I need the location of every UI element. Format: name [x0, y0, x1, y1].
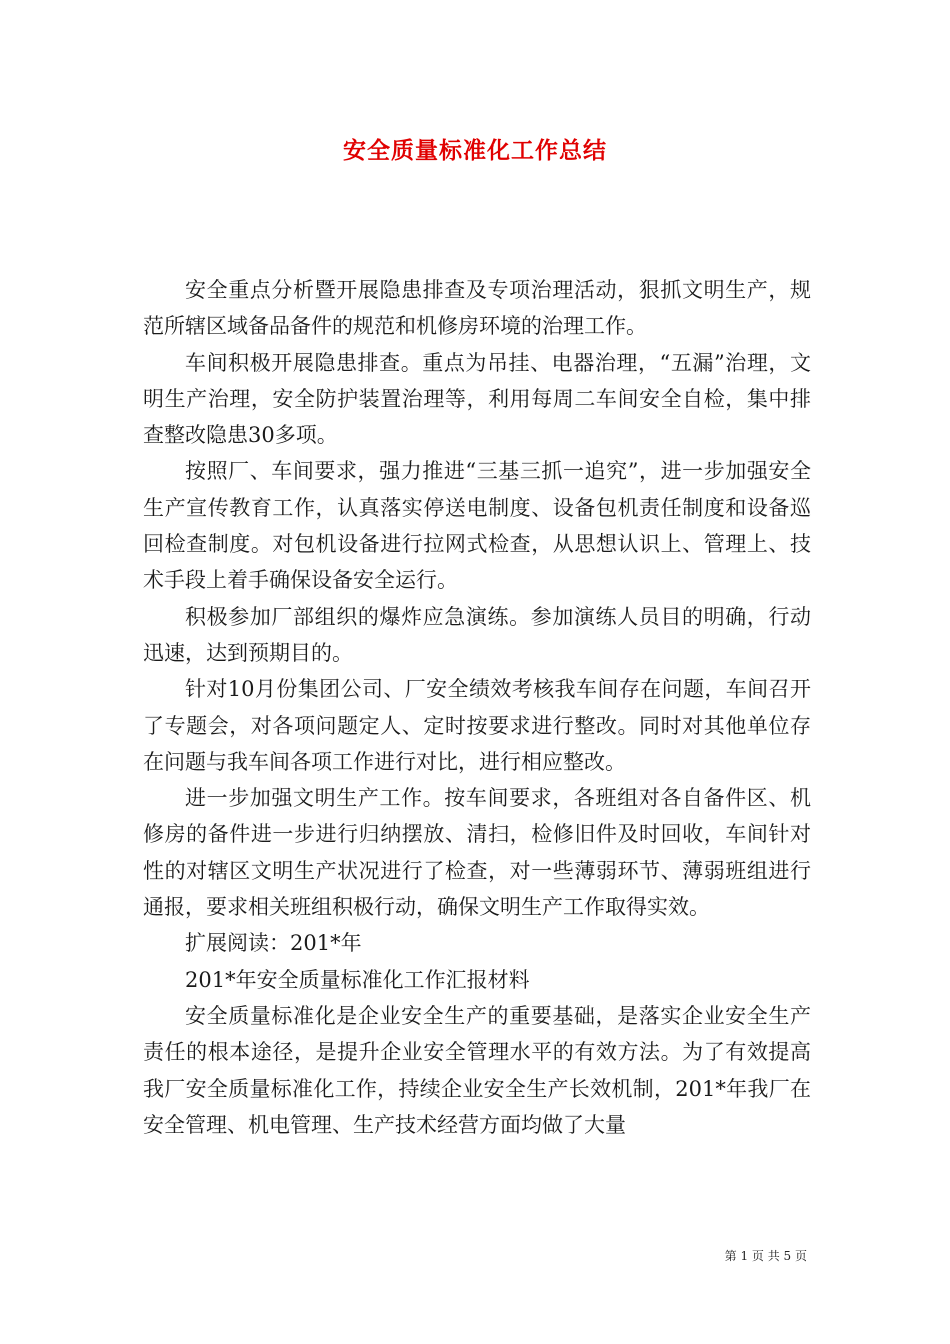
paragraph: 针对10月份集团公司、厂安全绩效考核我车间存在问题，车间召开了专题会，对各项问题定人、定时按要求进行整改。同时对其他单位存在问题与我车间各项工作进行对比，进行相应整改。 [143, 677, 811, 774]
paragraph: 进一步加强文明生产工作。按车间要求，各班组对各自备件区、机修房的备件进一步进行归纳摆放、清扫，检修旧件及时回收，车间针对性的对辖区文明生产状况进行了检查，对一些薄弱环节、薄弱班组进行通报，要求相关班组积极行动，确保文明生产工作取得实效。 [143, 786, 811, 920]
document-body [143, 272, 811, 1143]
document-title: 安全质量标准化工作总结 [343, 137, 607, 164]
paragraph: 安全质量标准化是企业安全生产的重要基础，是落实企业安全生产责任的根本途径，是提升企业安全管理水平的有效方法。为了有效提高我厂安全质量标准化工作，持续企业安全生产长效机制，201*年我厂在安全管理、机电管理、生产技术经营方面均做了大量 [143, 1003, 811, 1137]
paragraph: 201*年安全质量标准化工作汇报材料 [185, 967, 530, 992]
paragraph: 车间积极开展隐患排查。重点为吊挂、电器治理，“五漏”治理，文明生产治理，安全防护装置治理等，利用每周二车间安全自检，集中排查整改隐患30多项。 [143, 350, 811, 448]
paragraph: 安全重点分析暨开展隐患排查及专项治理活动，狠抓文明生产，规范所辖区域备品备件的规范和机修房环境的治理工作。 [143, 278, 811, 339]
paragraph: 扩展阅读：201*年 [185, 931, 362, 956]
page-number-footer: 第 1 页 共 5 页 [724, 1249, 807, 1263]
paragraph: 积极参加厂部组织的爆炸应急演练。参加演练人员目的明确，行动迅速，达到预期目的。 [143, 604, 811, 665]
paragraph: 按照厂、车间要求，强力推进“三基三抓一追究”，进一步加强安全生产宣传教育工作，认真落实停送电制度、设备包机责任制度和设备巡回检查制度。对包机设备进行拉网式检查，从思想认识上、管理上、技术手段上着手确保设备安全运行。 [143, 459, 811, 593]
